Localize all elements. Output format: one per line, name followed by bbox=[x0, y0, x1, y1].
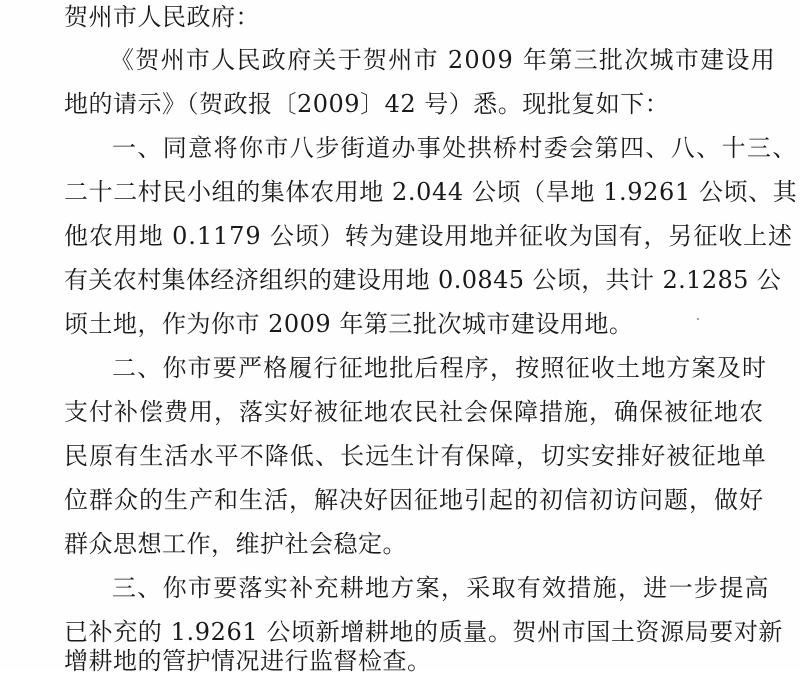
addressee-line: 贺州市人民政府： bbox=[64, 3, 260, 31]
clause-2-line-3: 民原有生活水平不降低、长远生计有保障，切实安排好被征地单 bbox=[64, 442, 767, 470]
clause-1-line-1: 一、同意将你市八步街道办事处拱桥村委会第四、八、十三、 bbox=[112, 134, 798, 162]
clause-3-line-1: 三、你市要落实补充耕地方案，采取有效措施，进一步提高 bbox=[112, 574, 770, 602]
clause-3-line-2: 已补充的 1.9261 公顷新增耕地的质量。贺州市国土资源局要对新 bbox=[64, 618, 784, 646]
intro-line-1: 《贺州市人民政府关于贺州市 2009 年第三批次城市建设用 bbox=[110, 46, 777, 74]
intro-line-2: 地的请示》（贺政报〔2009〕42 号）悉。现批复如下： bbox=[64, 90, 670, 118]
clause-1-line-4: 有关农村集体经济组织的建设用地 0.0845 公顷，共计 2.1285 公 bbox=[64, 266, 782, 294]
clause-1-line-3: 他农用地 0.1179 公顷）转为建设用地并征收为国有，另征收上述 bbox=[64, 222, 793, 250]
clause-2-line-1: 二、你市要严格履行征地批后程序，按照征收土地方案及时 bbox=[112, 354, 768, 382]
clause-2-line-5: 群众思想工作，维护社会稳定。 bbox=[64, 530, 407, 558]
clause-2-line-4: 位群众的生产和生活，解决好因征地引起的初信初访问题，做好 bbox=[64, 486, 764, 514]
clause-2-line-2: 支付补偿费用，落实好被征地农民社会保障措施，确保被征地农 bbox=[64, 398, 764, 426]
scan-speck bbox=[697, 318, 699, 320]
clause-3-line-3: 增耕地的管护情况进行监督检查。 bbox=[64, 647, 432, 675]
clause-1-line-5: 顷土地，作为你市 2009 年第三批次城市建设用地。 bbox=[64, 310, 634, 338]
clause-1-line-2: 二十二村民小组的集体农用地 2.044 公顷（旱地 1.9261 公顷、其 bbox=[64, 178, 798, 206]
